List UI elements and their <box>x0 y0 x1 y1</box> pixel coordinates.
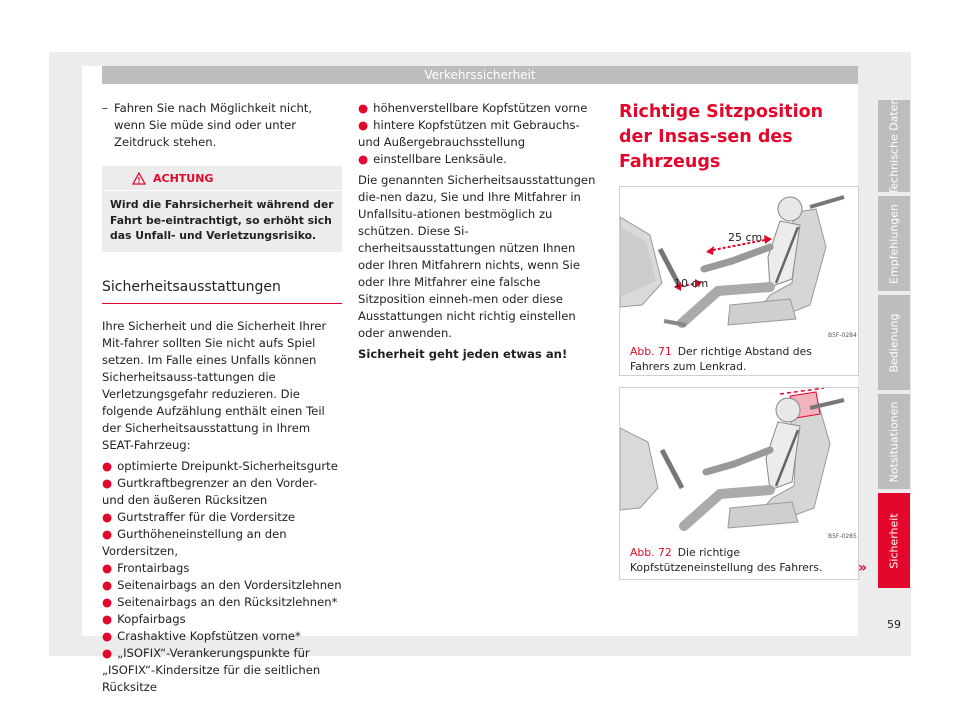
distance-label-10: 10 cm <box>674 277 709 290</box>
bullet-list <box>102 458 342 696</box>
page-number: 59 <box>887 618 901 631</box>
tab-label: Sicherheit <box>887 512 901 569</box>
bullet-dot: ● <box>102 628 113 643</box>
body-paragraph: Die genannten Sicherheitsausstattungen die-nen dazu, Sie und Ihre Mitfahrer in Unfallsitu-ationen bestmöglich zu schützen. Diese Si-cherheitsausstattungen nützen Ihnen oder Ihren Mitfahrern nichts, wenn Sie oder Ihre Mitfahrer eine falsche Sitzposition einneh-men oder diese Ausstattungen nicht richtig einstellen oder anwenden. <box>358 173 596 340</box>
bullet-dot: ● <box>102 526 113 541</box>
dash-marker: – <box>102 101 108 115</box>
tab-bedienung[interactable] <box>878 295 910 390</box>
page-header: Verkehrssicherheit <box>102 66 858 84</box>
list-item <box>102 594 342 611</box>
headrest-adjustment-illustration <box>620 388 858 541</box>
bullet-dot: ● <box>358 101 369 115</box>
intro-paragraph: Ihre Sicherheit und die Sicherheit Ihrer Mit-fahrer sollten Sie nicht aufs Spiel setzen. Im Falle eines Unfalls können Sicherheitsauss-tattungen die Verletzungsgefahr reduzieren. Die folgende Aufzählung enthält einen Teil der Sicherheitsausstattung in Ihrem SEAT-Fahrzeug: <box>102 318 327 452</box>
warning-label: ACHTUNG <box>153 171 214 185</box>
dash-item-text: Fahren Sie nach Möglichkeit nicht, wenn Sie müde sind oder unter Zeitdruck stehen. <box>114 101 313 149</box>
list-item-text: optimierte Dreipunkt-Sicherheitsgurte <box>117 458 338 473</box>
tab-sicherheit[interactable] <box>878 493 910 588</box>
tab-label: Bedienung <box>887 312 901 373</box>
figure-code: B5F-0285 <box>828 533 857 540</box>
warning-header <box>102 166 342 191</box>
figure-code: B5F-0284 <box>828 332 857 339</box>
list-item-text: „ISOFIX“-Verankerungspunkte für „ISOFIX“-Kindersitze für die seitlichen Rücksitze <box>102 645 321 694</box>
warning-text: Wird die Fahrsicherheit während der Fahrt be-eintrachtigt, so erhöht sich das Unfall- und Verletzungsrisiko. <box>110 198 334 242</box>
tab-notsituationen[interactable] <box>878 394 910 489</box>
figure-caption-text: Die richtige Kopfstützeneinstellung des Fahrers. <box>630 546 823 574</box>
list-item-text: höhenverstellbare Kopfstützen vorne <box>373 101 588 115</box>
list-item-text: einstellbare Lenksäule. <box>373 152 507 166</box>
figure-number: Abb. 72 <box>630 546 672 559</box>
figure-caption <box>630 546 850 575</box>
list-item-text: Gurthöheneinstellung an den Vordersitzen, <box>102 526 287 558</box>
list-item-text: Gurtkraftbegrenzer an den Vorder- und den äußeren Rücksitzen <box>102 475 318 507</box>
list-item-text: Crashaktive Kopfstützen vorne* <box>117 628 301 643</box>
distance-label-25: 25 cm <box>728 231 763 244</box>
bullet-list <box>358 100 602 168</box>
driver-distance-illustration <box>620 187 858 340</box>
list-item <box>102 509 342 526</box>
list-item-text: Kopfairbags <box>117 611 186 626</box>
tab-label: Empfehlungen <box>887 203 901 284</box>
list-item-text: Frontairbags <box>117 560 190 575</box>
list-item <box>358 117 602 151</box>
tab-label: Notsituationen <box>887 401 901 482</box>
list-item <box>102 611 342 628</box>
continue-arrow-icon: » <box>858 560 868 576</box>
list-item <box>102 560 342 577</box>
bullet-dot: ● <box>102 475 113 490</box>
list-item <box>102 458 342 475</box>
bullet-dot: ● <box>102 560 113 575</box>
warning-box <box>102 166 342 252</box>
figure-caption <box>630 345 850 374</box>
list-item <box>102 577 342 594</box>
figure-caption-text: Der richtige Abstand des Fahrers zum Lenkrad. <box>630 345 812 373</box>
list-item <box>102 526 342 560</box>
list-item-text: Seitenairbags an den Vordersitzlehnen <box>117 577 342 592</box>
chapter-title: Richtige Sitzposition der Insas-sen des Fahrzeugs <box>619 102 824 172</box>
list-item-text: Gurtstraffer für die Vordersitze <box>117 509 296 524</box>
list-item <box>102 475 342 509</box>
tab-empfehlungen[interactable] <box>878 196 910 291</box>
dash-list-item <box>102 100 342 151</box>
bullet-dot: ● <box>102 611 113 626</box>
bullet-dot: ● <box>102 458 113 473</box>
emphasis-text: Sicherheit geht jeden etwas an! <box>358 347 568 361</box>
list-item-text: Seitenairbags an den Rücksitzlehnen* <box>117 594 338 609</box>
bullet-dot: ● <box>358 118 369 132</box>
figure-72 <box>619 387 859 580</box>
column-left <box>102 100 342 696</box>
bullet-dot: ● <box>102 645 113 660</box>
list-item <box>102 645 342 696</box>
list-item-text: hintere Kopfstützen mit Gebrauchs- und Außergebrauchsstellung <box>358 118 580 149</box>
bullet-dot: ● <box>102 577 113 592</box>
bullet-dot: ● <box>358 152 369 166</box>
figure-71 <box>619 186 859 376</box>
tab-technische-daten[interactable] <box>878 97 910 195</box>
warning-triangle-icon <box>132 172 146 185</box>
tab-label: Technische Daten <box>887 97 901 195</box>
column-middle <box>358 100 602 363</box>
bullet-dot: ● <box>102 594 113 609</box>
list-item <box>358 100 602 117</box>
figure-number: Abb. 71 <box>630 345 672 358</box>
section-title: Sicherheitsausstattungen <box>102 278 342 304</box>
list-item <box>358 151 602 168</box>
bullet-dot: ● <box>102 509 113 524</box>
list-item <box>102 628 342 645</box>
